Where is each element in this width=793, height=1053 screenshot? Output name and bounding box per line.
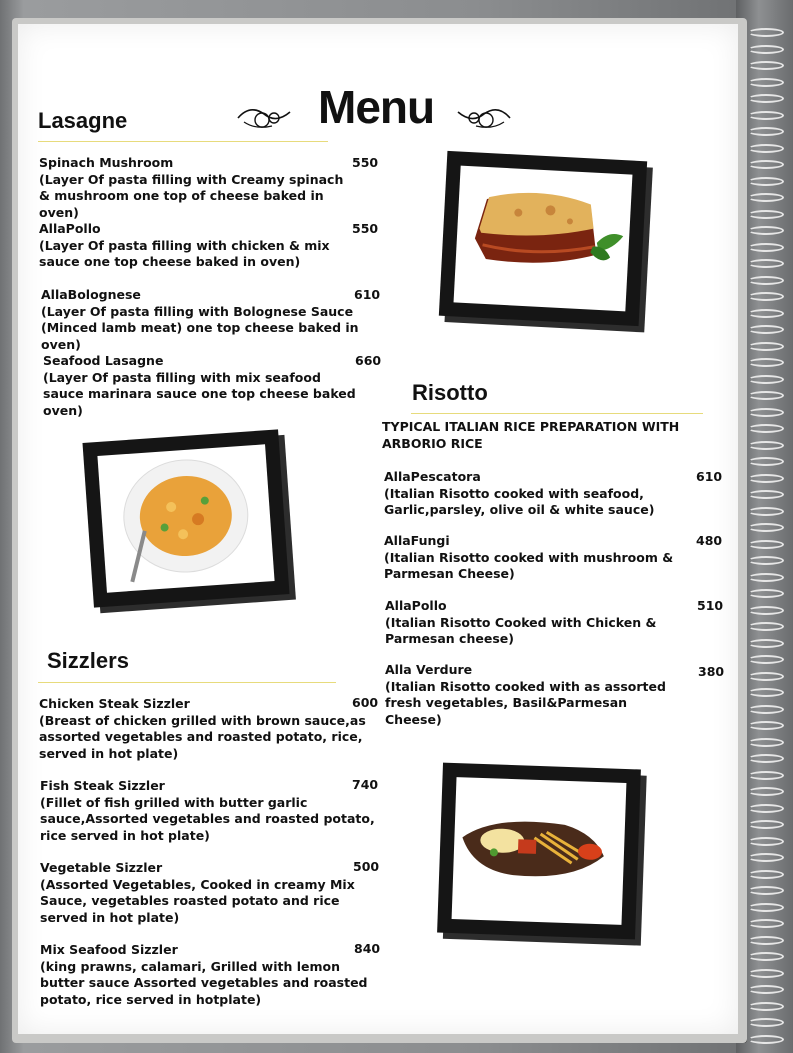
binder-ring xyxy=(748,111,784,120)
item-name: Seafood Lasagne xyxy=(43,353,164,368)
menu-item xyxy=(40,942,375,1008)
item-description: (Italian Risotto Cooked with Chicken & Parmesan cheese) xyxy=(385,614,657,646)
menu-item xyxy=(39,221,369,271)
binder-ring xyxy=(748,78,784,87)
binder-ring xyxy=(748,210,784,219)
item-price: 550 xyxy=(352,221,379,236)
binder-ring xyxy=(748,457,784,466)
binder-ring xyxy=(748,655,784,664)
item-description: (king prawns, calamari, Grilled with lemon butter sauce Assorted vegetables and roasted potato, rice served in hotplate) xyxy=(40,958,368,1007)
lasagne-divider xyxy=(38,141,328,142)
binder-ring xyxy=(748,193,784,202)
binder-ring xyxy=(748,292,784,301)
binder-ring xyxy=(748,243,784,252)
item-description: (Layer Of pasta filling with mix seafood sauce marinara sauce one top cheese baked oven) xyxy=(43,369,356,418)
binder-ring xyxy=(748,177,784,186)
binder-ring xyxy=(748,622,784,631)
binder-ring xyxy=(748,540,784,549)
binder-ring xyxy=(748,375,784,384)
item-price: 380 xyxy=(698,664,725,679)
binder-ring xyxy=(748,523,784,532)
risotto-image xyxy=(97,444,274,592)
binder-ring xyxy=(748,490,784,499)
risotto-divider xyxy=(411,413,703,414)
binder-ring xyxy=(748,127,784,136)
right-flourish-icon xyxy=(450,102,512,132)
item-price: 550 xyxy=(352,155,379,170)
item-description: (Breast of chicken grilled with brown sauce,as assorted vegetables and roasted potato, rice, served in hot plate) xyxy=(39,712,366,761)
risotto-photo xyxy=(82,429,289,607)
binder-ring xyxy=(748,474,784,483)
binder-ring xyxy=(748,919,784,928)
binder-ring xyxy=(748,424,784,433)
binder-ring xyxy=(748,391,784,400)
binder-ring xyxy=(748,1002,784,1011)
item-name: AllaFungi xyxy=(384,533,450,548)
item-name: AllaPescatora xyxy=(384,469,481,484)
binder-ring xyxy=(748,94,784,103)
left-flourish-icon xyxy=(236,102,298,132)
lasagne-image xyxy=(454,166,633,312)
menu-item xyxy=(39,696,374,762)
menu-item xyxy=(385,598,705,648)
binder-ring xyxy=(748,358,784,367)
page-title: Menu xyxy=(318,81,435,133)
binder-ring xyxy=(748,705,784,714)
item-name: Fish Steak Sizzler xyxy=(40,778,165,793)
binder-ring xyxy=(748,160,784,169)
item-price: 510 xyxy=(697,598,724,613)
binder-ring xyxy=(748,754,784,763)
binder-ring xyxy=(748,507,784,516)
binder-ring xyxy=(748,556,784,565)
binder-ring xyxy=(748,771,784,780)
item-price: 600 xyxy=(352,695,379,710)
item-name: AllaPollo xyxy=(385,598,447,613)
sizzlers-divider xyxy=(38,682,336,683)
binder-ring xyxy=(748,870,784,879)
sizzlers-heading: Sizzlers xyxy=(47,648,129,673)
binder-ring xyxy=(748,441,784,450)
sizzler-image xyxy=(452,777,627,925)
binder-ring xyxy=(748,259,784,268)
item-description: (Italian Risotto cooked with seafood, Garlic,parsley, olive oil & white sauce) xyxy=(384,485,655,517)
item-description: (Assorted Vegetables, Cooked in creamy Mix Sauce, vegetables roasted potato and rice served in hot plate) xyxy=(40,876,355,925)
menu-item xyxy=(384,533,719,583)
binder-ring xyxy=(748,408,784,417)
item-name: AllaPollo xyxy=(39,221,101,236)
binder-ring xyxy=(748,820,784,829)
risotto-intro: TYPICAL ITALIAN RICE PREPARATION WITH ARBORIO RICE xyxy=(382,419,680,451)
binder-ring xyxy=(748,1035,784,1044)
menu-item xyxy=(39,155,354,221)
item-description: (Layer Of pasta filling with Bolognese Sauce (Minced lamb meat) one top cheese baked in oven) xyxy=(41,303,359,352)
binder-ring xyxy=(748,589,784,598)
lasagne-photo xyxy=(439,151,647,326)
binder-ring xyxy=(748,606,784,615)
item-price: 500 xyxy=(353,859,380,874)
binder-ring xyxy=(748,952,784,961)
binder-ring xyxy=(748,804,784,813)
binder-ring xyxy=(748,688,784,697)
sizzler-photo xyxy=(437,763,641,940)
binder-ring xyxy=(748,276,784,285)
binder-ring xyxy=(748,969,784,978)
item-name: Alla Verdure xyxy=(385,662,473,677)
item-name: Vegetable Sizzler xyxy=(40,860,163,875)
item-description: (Fillet of fish grilled with butter garlic sauce,Assorted vegetables and roasted potato, rice served in hot plate) xyxy=(40,794,375,843)
binder-ring xyxy=(748,903,784,912)
item-price: 840 xyxy=(354,941,381,956)
binder-ring xyxy=(748,573,784,582)
lasagne-heading: Lasagne xyxy=(38,108,128,133)
binder-ring xyxy=(748,837,784,846)
menu-item xyxy=(384,469,719,519)
item-name: Chicken Steak Sizzler xyxy=(39,696,190,711)
binder-ring xyxy=(748,342,784,351)
menu-page xyxy=(18,24,738,1034)
binder-ring xyxy=(748,325,784,334)
binder-ring xyxy=(748,936,784,945)
binder-ring xyxy=(748,721,784,730)
item-name: Spinach Mushroom xyxy=(39,155,174,170)
binder-ring xyxy=(748,61,784,70)
item-price: 740 xyxy=(352,777,379,792)
item-name: AllaBolognese xyxy=(41,287,141,302)
binder-ring xyxy=(748,985,784,994)
binder-ring xyxy=(748,639,784,648)
binder-ring xyxy=(748,738,784,747)
binder-ring xyxy=(748,226,784,235)
binder-ring xyxy=(748,886,784,895)
binder-ring xyxy=(748,45,784,54)
menu-item xyxy=(40,778,375,844)
binder-ring xyxy=(748,787,784,796)
item-description: (Italian Risotto cooked with mushroom & Parmesan Cheese) xyxy=(384,549,674,581)
menu-item xyxy=(43,353,363,419)
binder-ring xyxy=(748,144,784,153)
menu-item xyxy=(40,860,375,926)
item-description: (Italian Risotto cooked with as assorted fresh vegetables, Basil&Parmesan Cheese) xyxy=(385,678,666,727)
item-price: 660 xyxy=(355,353,382,368)
binder-ring xyxy=(748,853,784,862)
item-description: (Layer Of pasta filling with chicken & mix sauce one top cheese baked in oven) xyxy=(39,237,330,269)
binder-ring xyxy=(748,1018,784,1027)
risotto-heading: Risotto xyxy=(412,380,488,405)
item-price: 610 xyxy=(696,469,723,484)
item-name: Mix Seafood Sizzler xyxy=(40,942,178,957)
binder-ring xyxy=(748,309,784,318)
item-price: 480 xyxy=(696,533,723,548)
menu-item xyxy=(385,662,685,728)
item-description: (Layer Of pasta filling with Creamy spinach & mushroom one top of cheese baked in oven) xyxy=(39,171,344,220)
menu-item xyxy=(41,287,376,353)
binder-ring xyxy=(748,672,784,681)
binder-ring xyxy=(748,28,784,37)
item-price: 610 xyxy=(354,287,381,302)
